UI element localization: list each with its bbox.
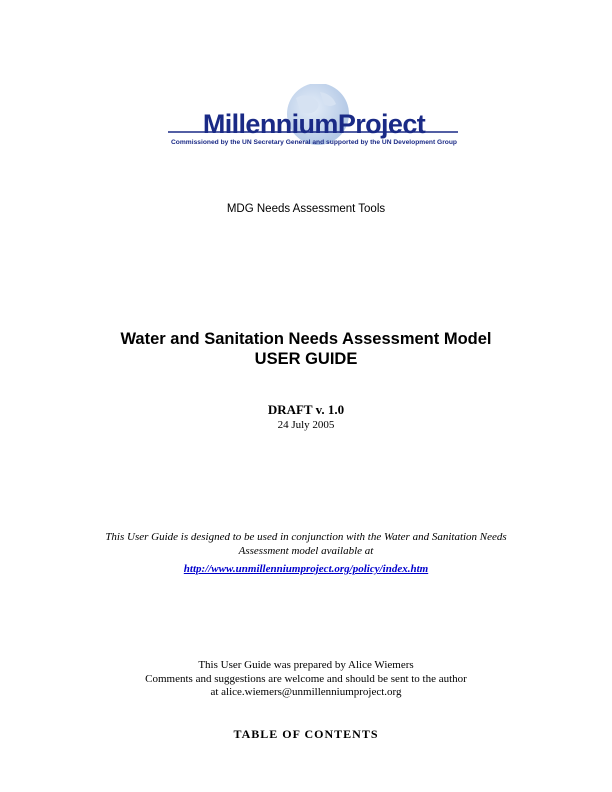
author-credits xyxy=(0,659,612,700)
document-series: MDG Needs Assessment Tools xyxy=(226,203,386,215)
logo-graphic xyxy=(168,84,460,150)
draft-version: DRAFT v. 1.0 xyxy=(267,402,345,417)
usage-note-line-2: Assessment model available at xyxy=(238,545,374,557)
table-of-contents-heading: TABLE OF CONTENTS xyxy=(233,727,379,741)
usage-note xyxy=(80,530,532,558)
credit-line-3: at alice.wiemers@unmillenniumproject.org xyxy=(210,686,402,698)
logo-tagline: Commissioned by the UN Secretary General and supported by the UN Development Group xyxy=(171,140,458,146)
title-line-1: Water and Sanitation Needs Assessment Model xyxy=(120,330,492,348)
millennium-project-logo xyxy=(168,84,460,150)
document-title xyxy=(0,329,612,369)
document-date: 24 July 2005 xyxy=(277,419,335,431)
title-line-2: USER GUIDE xyxy=(254,350,358,368)
logo-wordmark: MillenniumProject xyxy=(202,109,426,139)
credit-line-2: Comments and suggestions are welcome and should be sent to the author xyxy=(145,672,467,685)
credit-line-1: This User Guide was prepared by Alice Wiemers xyxy=(198,659,414,671)
model-link[interactable]: http://www.unmillenniumproject.org/policy/index.htm xyxy=(183,563,429,575)
usage-note-line-1: This User Guide is designed to be used in conjunction with the Water and Sanitation Needs xyxy=(105,531,507,543)
